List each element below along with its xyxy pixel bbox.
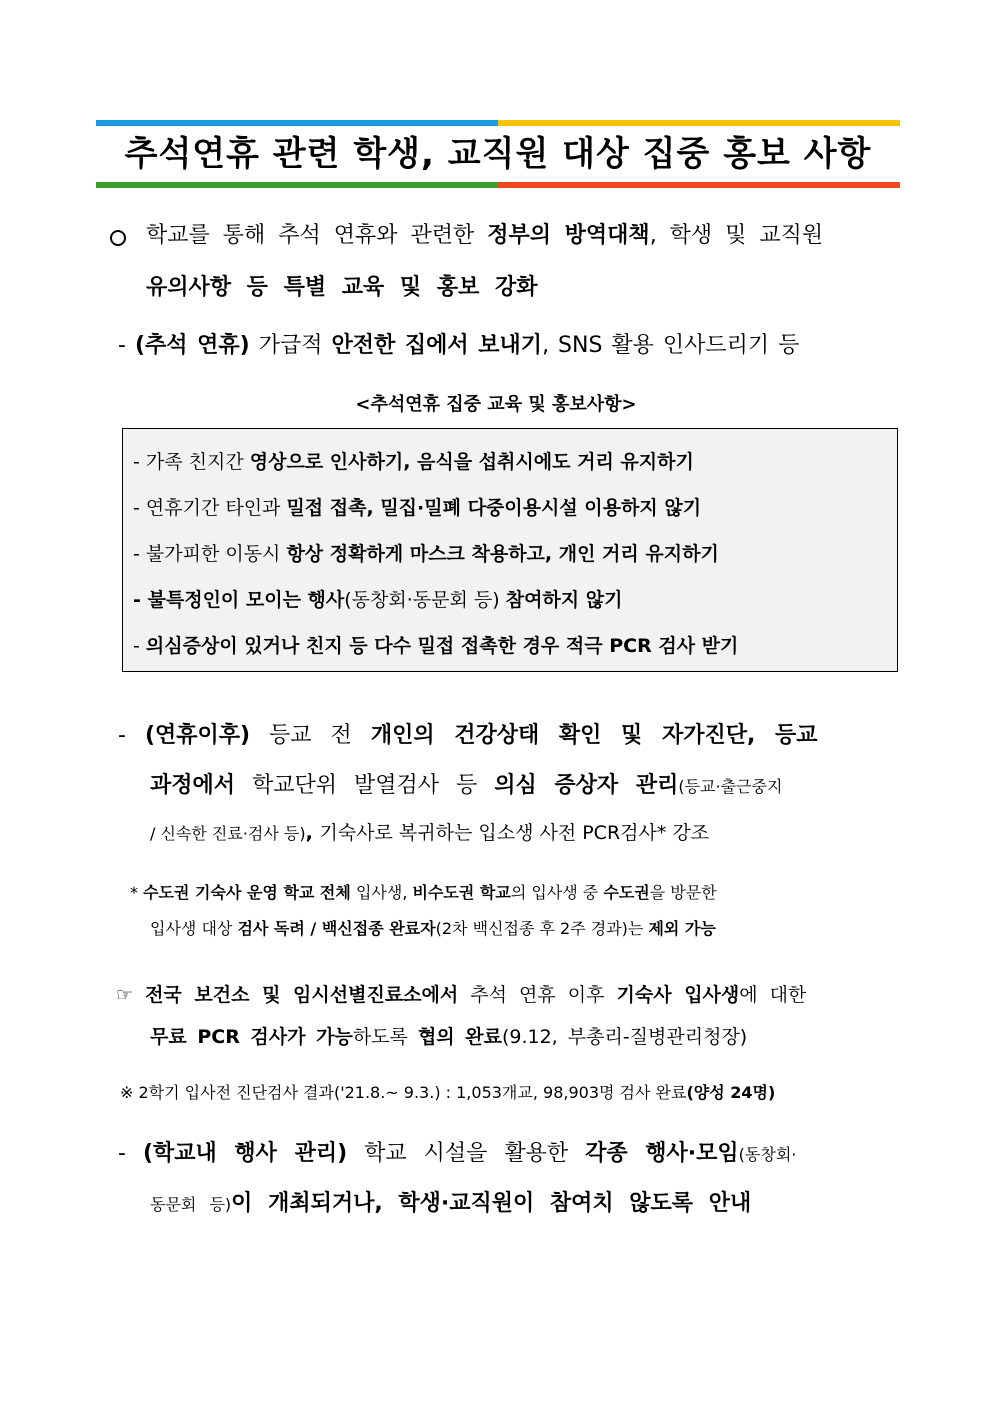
title-bar-red xyxy=(498,182,900,188)
text-run: 무료 PCR 검사가 가능 xyxy=(150,1026,353,1048)
text-run: 수도권 기숙사 운영 학교 전체 xyxy=(143,883,351,902)
text-run: 각종 행사·모임 xyxy=(585,1141,739,1166)
text-run: 유의사항 등 특별 교육 및 홍보 강화 xyxy=(146,275,538,300)
text-run: 영상으로 인사하기, 음식을 섭취시에도 거리 유지하기 xyxy=(249,451,694,473)
text-run: - 불가피한 이동시 xyxy=(133,543,287,565)
text-run: 협의 완료 xyxy=(417,1026,502,1048)
health-center-line-2 xyxy=(150,1022,747,1049)
box-title: <추석연휴 집중 교육 및 홍보사항> xyxy=(355,394,637,415)
health-center-line-1 xyxy=(116,980,806,1007)
text-run: (동창회· xyxy=(738,1145,797,1164)
text-run: 개인의 건강상태 확인 및 자가진단, 등교 xyxy=(370,723,818,748)
text-run: 기숙사 입사생 xyxy=(616,984,740,1006)
text-run: * xyxy=(130,883,144,902)
text-run: (학교내 행사 관리) xyxy=(142,1141,348,1166)
text-run: 가급적 xyxy=(249,333,332,358)
footnote-line-1 xyxy=(130,880,717,903)
text-run: 동문회 등) xyxy=(150,1195,232,1214)
text-run: (등교·출근중지 xyxy=(678,777,783,796)
text-run: (양성 24명) xyxy=(686,1083,776,1102)
text-run: 의심증상이 있거나 친지 등 다수 밀접 접촉한 경우 적극 PCR 검사 받기 xyxy=(145,635,739,657)
after-holiday-line-1 xyxy=(118,718,818,749)
text-run: 의 입사생 중 xyxy=(510,883,604,902)
intro-line-1 xyxy=(146,218,823,249)
text-run: 을 방문한 xyxy=(649,883,717,902)
promo-items-box xyxy=(122,428,898,672)
text-run: 검사 독려 / 백신접종 완료자 xyxy=(237,919,436,938)
text-run: (2차 백신접종 후 2주 경과)는 xyxy=(435,919,649,938)
text-run: , 학생 및 교직원 xyxy=(649,223,824,248)
text-run: 하도록 xyxy=(352,1026,418,1048)
text-run: 참여하지 않기 xyxy=(505,589,623,611)
text-run: - xyxy=(118,1141,143,1166)
text-run: (연휴이후) xyxy=(144,723,251,748)
text-run: 밀접 접촉, 밀집·밀폐 다중이용시설 이용하지 않기 xyxy=(286,497,702,519)
text-run: 학교단위 발열검사 등 xyxy=(235,773,495,798)
footnote-line-2 xyxy=(150,916,716,939)
title-banner xyxy=(96,120,900,188)
text-run: - xyxy=(133,635,146,657)
text-run: 정부의 방역대책 xyxy=(487,223,650,248)
box-item xyxy=(133,539,719,566)
text-run: 등교 전 xyxy=(250,723,371,748)
text-run: 입사생, xyxy=(350,883,413,902)
events-line-2 xyxy=(150,1186,751,1217)
circle-bullet-icon xyxy=(110,230,126,246)
text-run: 입사생 대상 xyxy=(150,919,238,938)
events-line-1 xyxy=(118,1136,796,1167)
text-run: 전국 보건소 및 임시선별진료소에서 xyxy=(145,984,459,1006)
text-run: , SNS 활용 인사드리기 등 xyxy=(542,333,800,358)
text-run: 제외 가능 xyxy=(648,919,716,938)
box-item xyxy=(133,585,622,612)
text-run: 수도권 xyxy=(603,883,650,902)
text-run: (9.12, 부총리-질병관리청장) xyxy=(501,1026,748,1048)
text-run: 항상 정확하게 마스크 착용하고, 개인 거리 유지하기 xyxy=(286,543,719,565)
text-run: ※ 2학기 입사전 진단검사 결과('21.8.~ 9.3.) : 1,053개교, 98,903명 검사 완료 xyxy=(120,1083,687,1102)
text-run: ☞ xyxy=(116,984,146,1006)
box-item xyxy=(133,493,701,520)
text-run: - 가족 친지간 xyxy=(133,451,250,473)
holiday-guideline xyxy=(118,328,799,359)
text-run: 과정에서 xyxy=(150,773,236,798)
test-result-line xyxy=(120,1080,775,1103)
text-run: - 불특정인이 모이는 행사 xyxy=(133,589,345,611)
text-run: 비수도권 학교 xyxy=(412,883,511,902)
text-run: (추석 연휴) xyxy=(134,333,250,358)
box-item xyxy=(133,631,738,658)
intro-line-2 xyxy=(146,270,537,301)
after-holiday-line-3 xyxy=(150,818,709,845)
text-run: - xyxy=(118,723,145,748)
box-item xyxy=(133,447,694,474)
text-run: 안전한 집에서 보내기 xyxy=(331,333,543,358)
text-run: 학교 시설을 활용한 xyxy=(347,1141,586,1166)
text-run: 의심 증상자 관리 xyxy=(494,773,679,798)
text-run: 추석 연휴 이후 xyxy=(458,984,617,1006)
text-run: 이 개최되거나, 학생·교직원이 참여치 않도록 안내 xyxy=(231,1191,752,1216)
text-run: - 연휴기간 타인과 xyxy=(133,497,287,519)
after-holiday-line-2 xyxy=(150,768,782,799)
text-run: 에 대한 xyxy=(739,984,807,1006)
text-run: / 신속한 진료·검사 등) xyxy=(150,824,306,843)
page-title: 추석연휴 관련 학생, 교직원 대상 집중 홍보 사항 xyxy=(124,134,872,174)
text-run: (동창회·동문회 등) xyxy=(344,589,506,611)
text-run: , xyxy=(305,822,320,844)
text-run: 학교를 통해 추석 연휴와 관련한 xyxy=(146,223,488,248)
text-run: 기숙사로 복귀하는 입소생 사전 PCR검사* 강조 xyxy=(319,822,710,844)
title-bar-green xyxy=(96,182,498,188)
text-run: - xyxy=(118,333,135,358)
